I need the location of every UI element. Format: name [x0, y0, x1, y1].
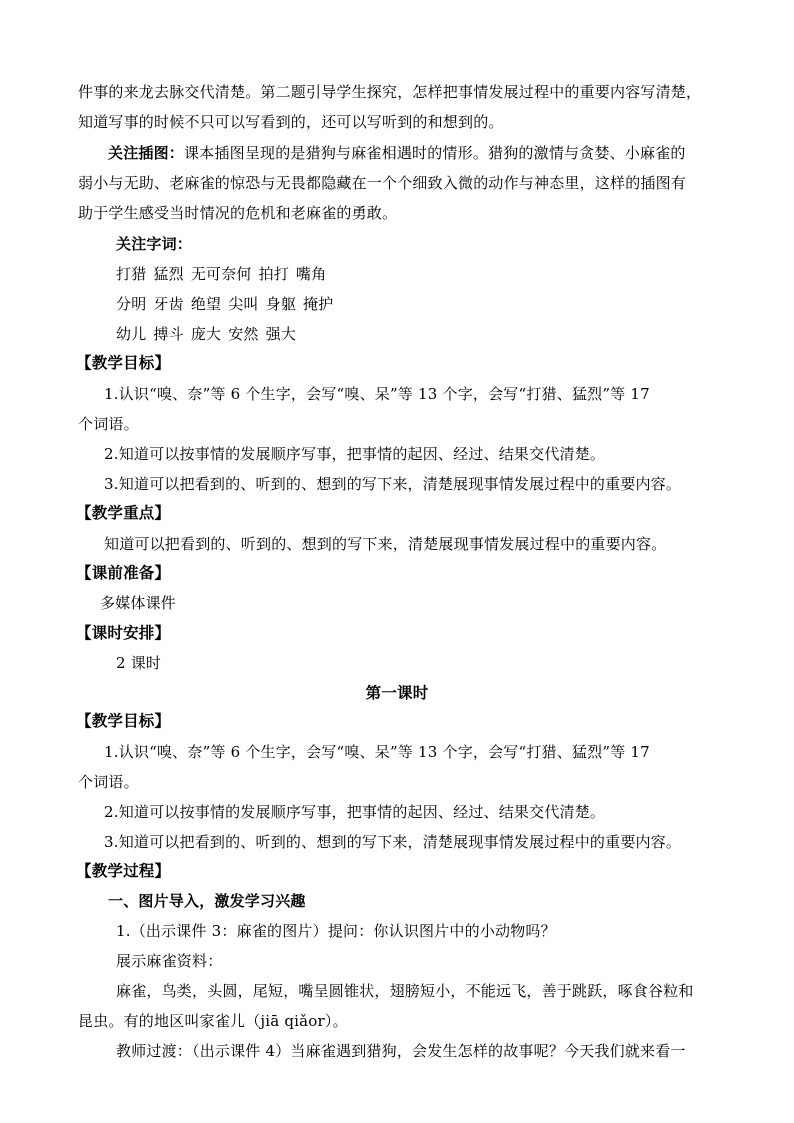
lesson-title: 第一课时: [365, 683, 429, 702]
section-heading: 【教学重点】: [76, 503, 171, 522]
info-text: 昆虫。有的地区叫家雀儿（jiā qiǎor）。: [78, 1012, 348, 1030]
goal-item: 1.认识“嗅、奈”等 6 个生字，会写“嗅、呆”等 13 个字，会写“打猎、猛烈”等 17: [104, 385, 650, 403]
vocab-word: 猛烈: [153, 265, 184, 283]
info-label: 展示麻雀资料：: [116, 952, 223, 970]
goal-item: 2.知道可以按事情的发展顺序写事，把事情的起因、经过、结果交代清楚。: [104, 445, 606, 463]
goal-item-continued: 个词语。: [78, 415, 139, 433]
paragraph-line: 助于学生感受当时情况的危机和老麻雀的勇敢。: [78, 204, 398, 222]
prep-text: 多媒体课件: [100, 594, 177, 612]
section-heading: 【教学过程】: [76, 861, 171, 880]
illustration-paragraph: [108, 143, 686, 163]
goal-item: 2.知道可以按事情的发展顺序写事，把事情的起因、经过、结果交代清楚。: [104, 803, 606, 821]
vocab-word: 幼儿: [116, 325, 147, 343]
schedule-text: 2 课时: [116, 654, 162, 672]
section-heading: 【教学目标】: [76, 711, 171, 730]
illustration-label: 关注插图：: [108, 144, 185, 162]
subsection-title: 一、图片导入，激发学习兴趣: [108, 892, 306, 910]
word-row: [116, 324, 303, 344]
goal-item-continued: 个词语。: [78, 773, 139, 791]
vocab-word: 牙齿: [153, 295, 184, 313]
vocab-word: 掩护: [303, 295, 334, 313]
word-row: [116, 264, 333, 284]
step-text: 1.（出示课件 3：麻雀的图片）提问：你认识图片中的小动物吗？: [116, 922, 556, 940]
goal-item: 3.知道可以把看到的、听到的、想到的写下来，清楚展现事情发展过程中的重要内容。: [104, 833, 682, 851]
word-row: [116, 294, 340, 314]
section-heading: 【教学目标】: [76, 353, 171, 372]
paragraph-line: 知道写事的时候不只可以写看到的，还可以写听到的和想到的。: [78, 113, 504, 131]
paragraph-line: 件事的来龙去脉交代清楚。第二题引导学生探究，怎样把事情发展过程中的重要内容写清楚，: [78, 83, 702, 101]
key-point-text: 知道可以把看到的、听到的、想到的写下来，清楚展现事情发展过程中的重要内容。: [104, 535, 667, 553]
vocab-word: 安然: [228, 325, 259, 343]
goal-item: 1.认识“嗅、奈”等 6 个生字，会写“嗅、呆”等 13 个字，会写“打猎、猛烈”等 17: [104, 743, 650, 761]
paragraph-line: 弱小与无助、老麻雀的惊恐与无畏都隐藏在一个个细致入微的动作与神态里，这样的插图有: [78, 174, 687, 192]
section-heading: 【课前准备】: [76, 563, 171, 582]
illustration-text: 课本插图呈现的是猎狗与麻雀相遇时的情形。猎狗的激情与贪婪、小麻雀的: [184, 144, 686, 162]
vocab-word: 搏斗: [153, 325, 184, 343]
info-text: 麻雀，鸟类，头圆，尾短，嘴呈圆锥状，翅膀短小，不能远飞，善于跳跃，啄食谷粒和: [116, 982, 694, 1000]
vocab-word: 强大: [265, 325, 297, 343]
vocab-word: 绝望: [190, 295, 222, 313]
section-heading: 【课时安排】: [76, 623, 171, 642]
goal-item: 3.知道可以把看到的、听到的、想到的写下来，清楚展现事情发展过程中的重要内容。: [104, 475, 682, 493]
vocab-word: 分明: [116, 295, 147, 313]
vocab-word: 打猎: [116, 265, 147, 283]
vocab-word: 尖叫: [228, 295, 259, 313]
vocab-word: 拍打: [258, 265, 290, 283]
vocab-word: 无可奈何: [190, 265, 252, 283]
vocab-word: 身躯: [265, 295, 297, 313]
vocab-word: 庞大: [190, 325, 222, 343]
vocab-word: 嘴角: [296, 265, 327, 283]
transition-text: 教师过渡：（出示课件 4）当麻雀遇到猎狗，会发生怎样的故事呢？今天我们就来看一: [116, 1042, 686, 1060]
words-label: 关注字词：: [116, 235, 193, 253]
